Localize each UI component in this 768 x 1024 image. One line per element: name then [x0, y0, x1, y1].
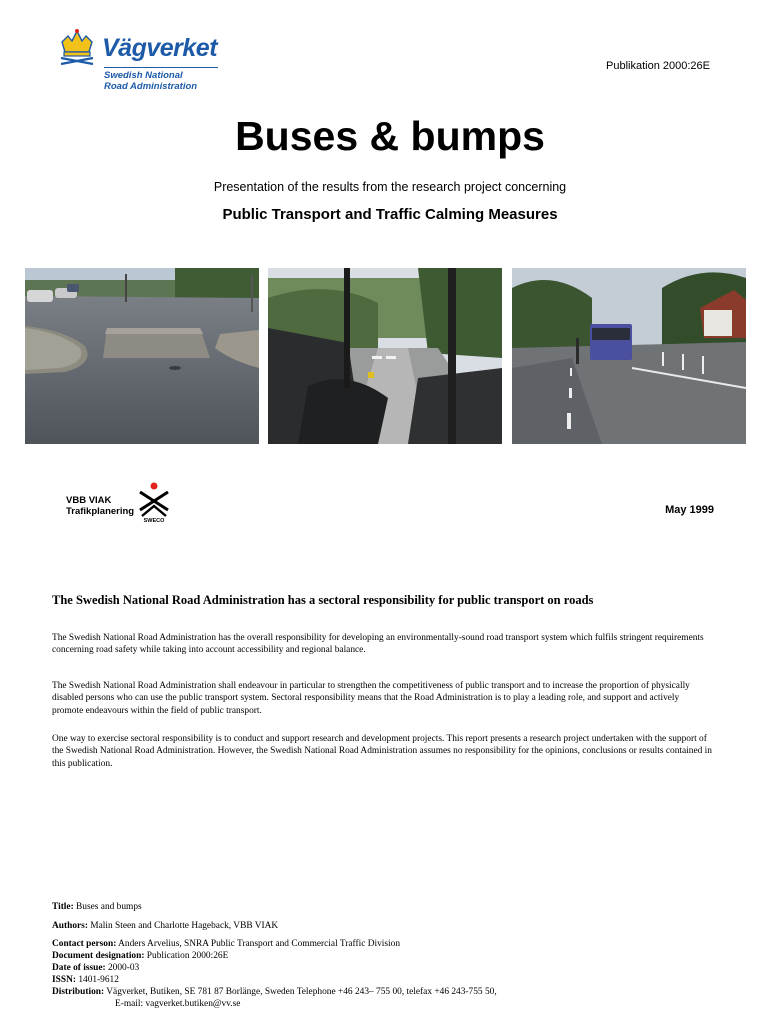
logo-rule	[104, 67, 218, 68]
logo-sub-line-2: Road Administration	[104, 81, 198, 92]
logo-sub-line-1: Swedish National	[104, 70, 183, 81]
report-date: May 1999	[665, 504, 714, 516]
meta-label: Document designation:	[52, 951, 145, 961]
meta-value: Anders Arvelius, SNRA Public Transport and Commercial Traffic Division	[118, 939, 401, 949]
road-speed-table-photo	[25, 268, 259, 444]
paragraph: One way to exercise sectoral responsibility is to conduct and support research and development projects. This report presents a research project undertaken with the support of the Swedish National Road Administration. However, the Swedish National Road Administration assumes no responsibility for the opinions, conclusions or results contained in this publication.	[52, 734, 712, 769]
meta-label: Authors:	[52, 921, 88, 931]
paragraph: The Swedish National Road Administration has the overall responsibility for developing an environmentally-sound road transport system which fulfils stringent requirements concerning road safety while taking into account accessibility and regional balance.	[52, 633, 704, 656]
meta-distribution	[52, 986, 497, 998]
logo-name: Vägverket	[102, 34, 218, 62]
meta-email[interactable]: E-mail: vagverket.butiken@vv.se	[115, 999, 241, 1009]
meta-label: Date of issue:	[52, 963, 106, 973]
paragraph: The Swedish National Road Administration shall endeavour in particular to strengthen the competitiveness of public transport and to increase the proportion of physically disabled persons who can use the public transport system. Sectoral responsibility means that the Road Administration is to play a leading role, and support and actively promote endeavours within the field of public transport.	[52, 681, 690, 716]
consultant-line-2: Trafikplanering	[66, 506, 135, 517]
meta-value: 1401-9612	[78, 975, 119, 985]
publication-number: Publikation 2000:26E	[606, 60, 710, 72]
document-subtitle-bold: Public Transport and Traffic Calming Measures	[222, 206, 558, 223]
document-subtitle: Presentation of the results from the research project concerning	[213, 180, 567, 194]
bus-driver-view-photo	[268, 268, 502, 444]
meta-value: Publication 2000:26E	[146, 951, 229, 961]
sweco-wordmark: SWECO	[143, 518, 165, 524]
section-heading: The Swedish National Road Administration has a sectoral responsibility for public transport on roads	[52, 593, 594, 607]
meta-value: 2000-03	[107, 963, 140, 973]
crown-icon	[58, 28, 96, 66]
meta-value: Buses and bumps	[76, 902, 142, 912]
meta-label: Contact person:	[52, 939, 117, 949]
meta-contact	[52, 938, 400, 950]
vagverket-logo	[58, 28, 238, 90]
meta-issn	[52, 974, 119, 986]
document-title: Buses & bumps	[235, 113, 545, 159]
meta-value: Malin Steen and Charlotte Hageback, VBB VIAK	[90, 921, 279, 931]
meta-authors	[52, 920, 278, 932]
consultant-name	[66, 495, 134, 517]
meta-value: Vägverket, Butiken, SE 781 87 Borlänge, Sweden Telephone +46 243– 755 00, telefax +46 243-755 50,	[106, 987, 497, 997]
consultant-line-1: VBB VIAK	[66, 495, 112, 506]
meta-label: Distribution:	[52, 987, 105, 997]
meta-label: Title:	[52, 902, 74, 912]
meta-document	[52, 950, 228, 962]
bus-on-road-photo	[512, 268, 746, 444]
meta-date	[52, 962, 139, 974]
meta-title	[52, 901, 142, 913]
logo-subtitle	[104, 70, 197, 92]
meta-label: ISSN:	[52, 975, 76, 985]
sweco-logo-icon	[136, 482, 172, 524]
